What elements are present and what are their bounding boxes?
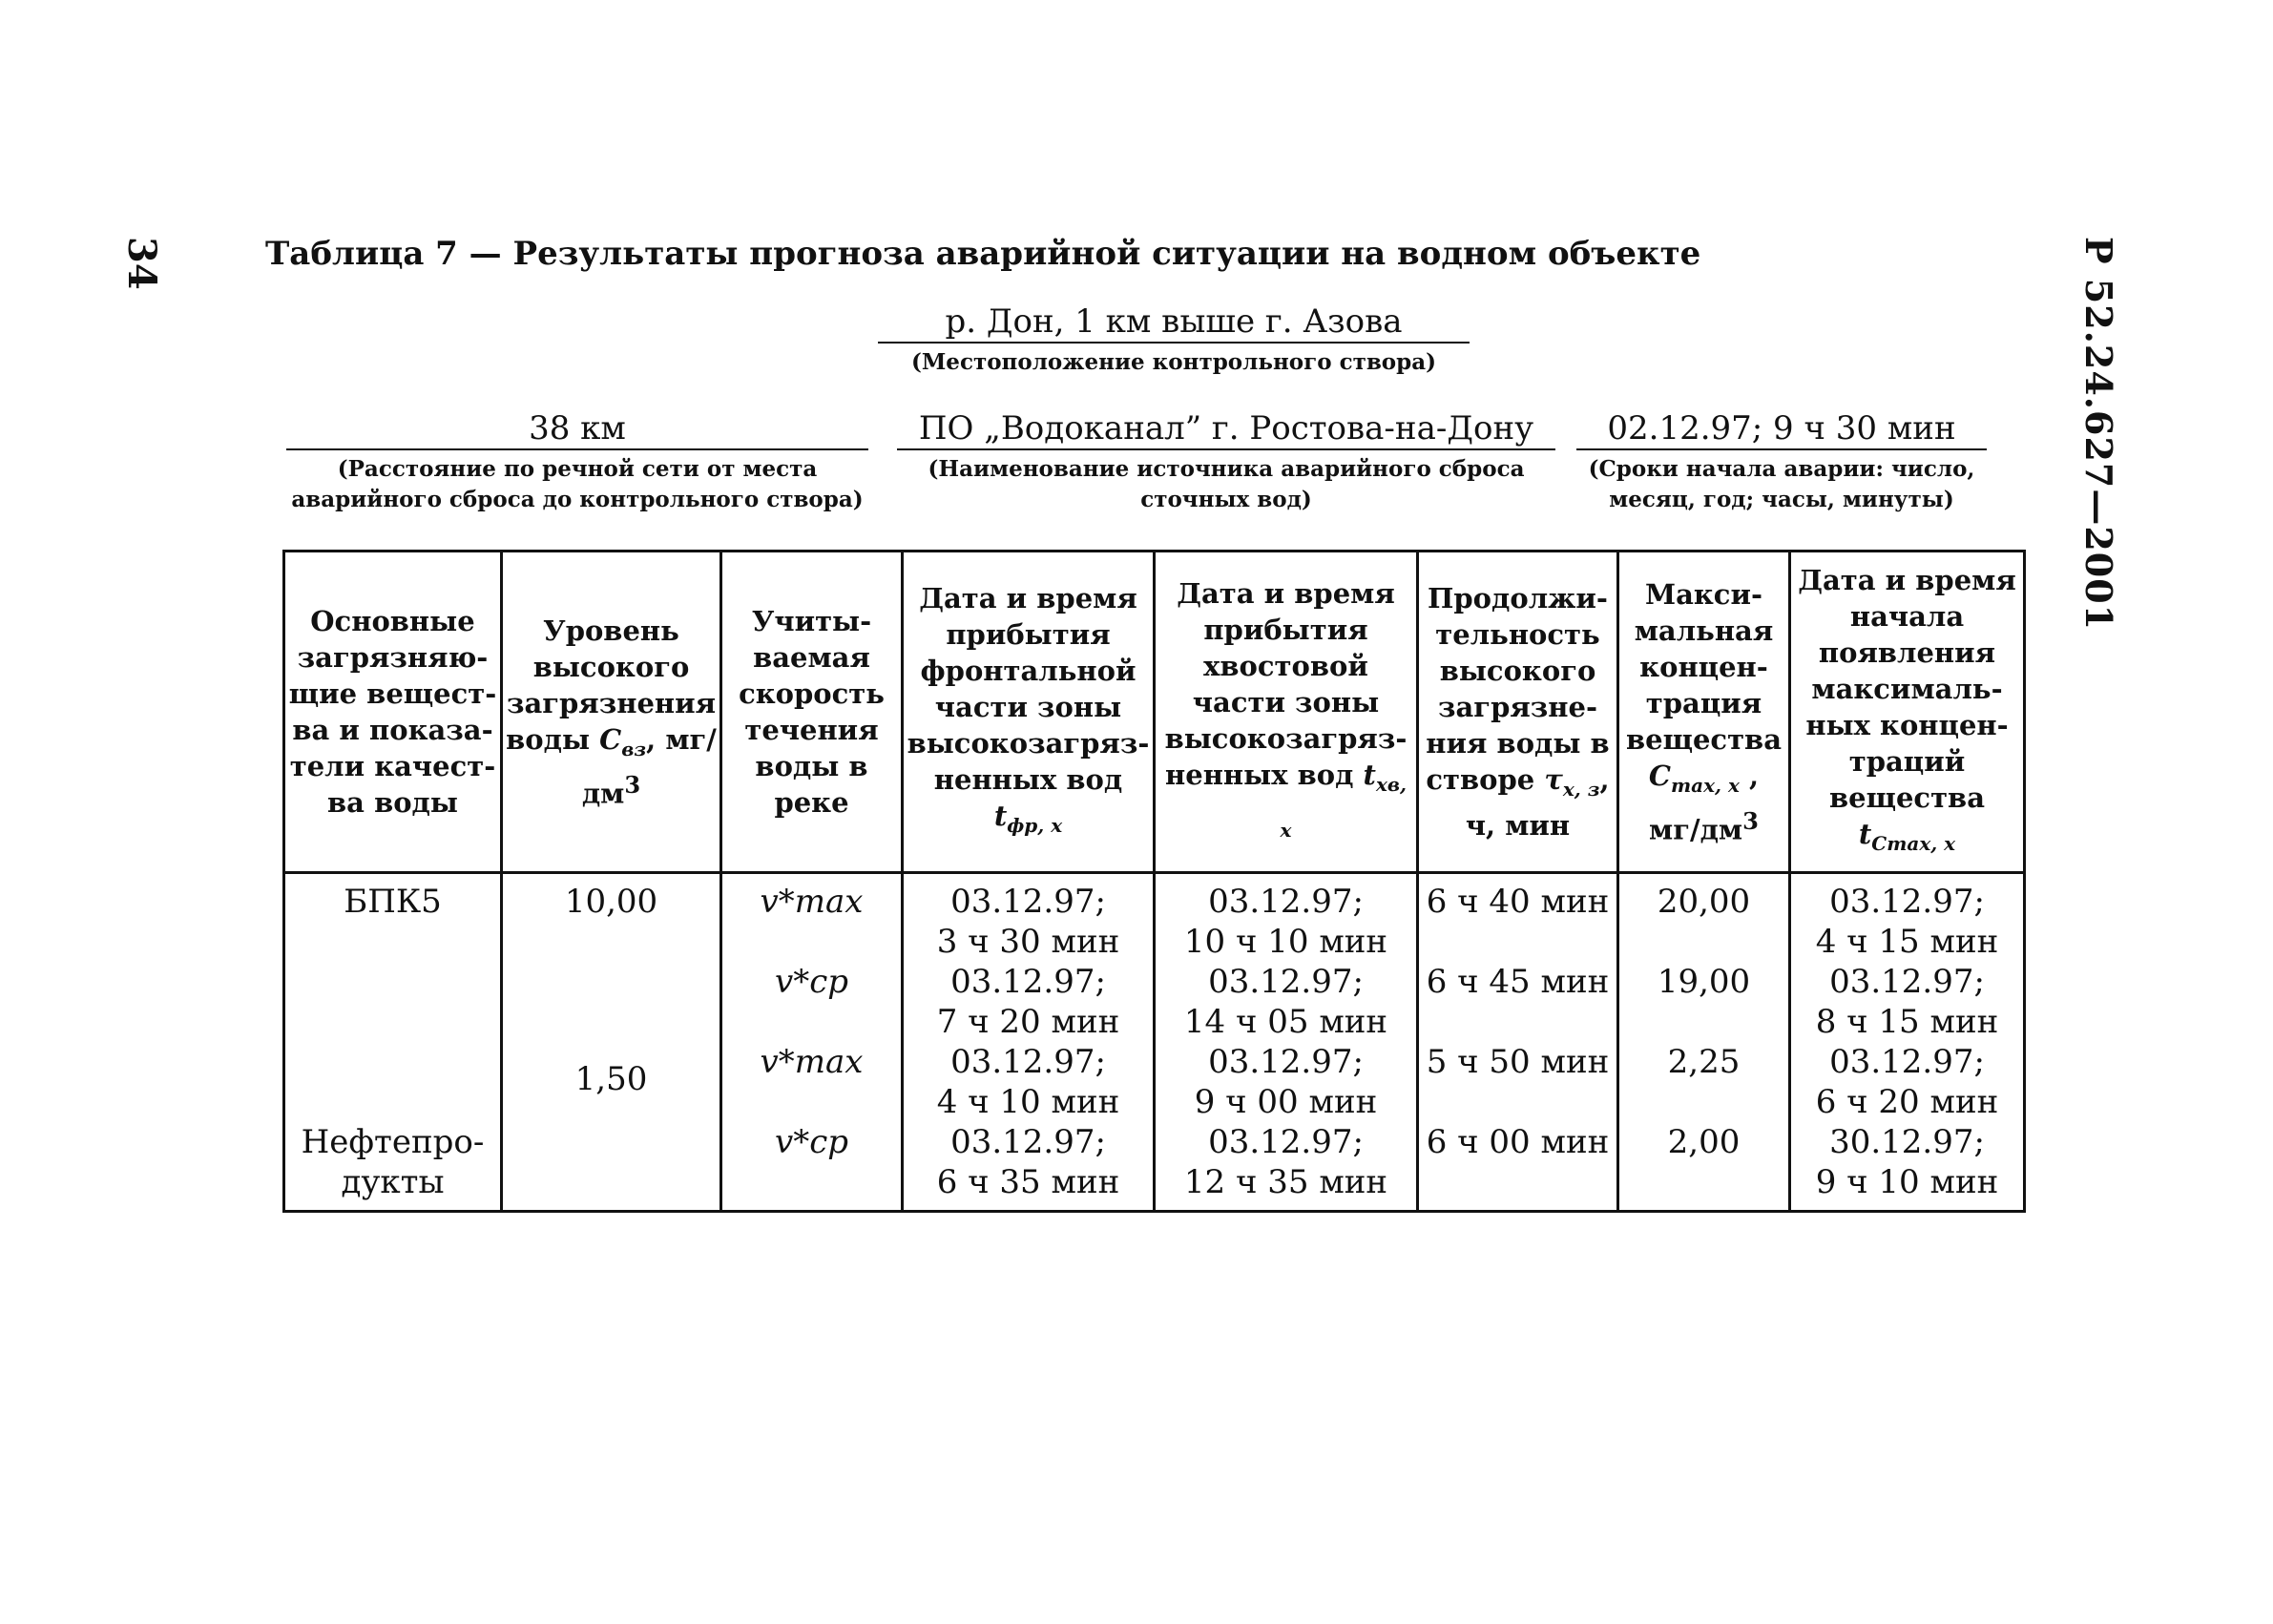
tail-date: 03.12.97; xyxy=(1208,963,1364,1001)
level-value: 10,00 xyxy=(564,883,658,921)
location-caption: (Местоположение контрольного створа) xyxy=(910,349,1437,375)
front-date: 03.12.97; xyxy=(950,1043,1106,1081)
front-time: 7 ч 20 мин xyxy=(936,1003,1120,1041)
speed-value: v*max xyxy=(760,1043,864,1081)
header-max-time: Дата и время начала появления максималь-ных концен-траций вещества $t_{Cmax, x}$ xyxy=(1790,552,2025,873)
document-code: Р 52.24.627—2001 xyxy=(2077,237,2120,632)
front-time: 3 ч 30 мин xyxy=(936,923,1120,961)
table-header-row xyxy=(284,552,2025,873)
duration-cell xyxy=(1418,873,1618,1212)
header-duration: Продолжи-тельность высокого загрязне-ния воды в створе $\tau_{x, з}$, ч, мин xyxy=(1418,552,1618,873)
front-date: 03.12.97; xyxy=(950,963,1106,1001)
header-max-concentration: Макси-мальная концен-трация вещества $C_{max, x}$ , $мг/дм^3$ xyxy=(1618,552,1790,873)
front-time: 6 ч 35 мин xyxy=(936,1163,1120,1201)
tail-time: 9 ч 00 мин xyxy=(1194,1083,1378,1121)
duration-value: 6 ч 00 мин xyxy=(1426,1123,1610,1161)
source-field xyxy=(897,408,1555,515)
distance-field xyxy=(286,408,868,515)
source-caption: (Наименование источника аварийного сброса сточных вод) xyxy=(928,456,1525,512)
speed-value: v*ср xyxy=(774,963,848,1001)
tail-time: 14 ч 05 мин xyxy=(1183,1003,1388,1041)
location-field xyxy=(840,302,1508,378)
front-date: 03.12.97; xyxy=(950,883,1106,921)
page-number: 34 xyxy=(119,237,164,290)
header-flow-speed: Учиты-ваемая скорость течения воды в реке xyxy=(721,552,903,873)
tail-date: 03.12.97; xyxy=(1208,1043,1364,1081)
start-time-caption: (Сроки начала аварии: число, месяц, год; часы, минуты) xyxy=(1588,456,1975,512)
tmax-cell xyxy=(1790,873,2025,1212)
level-value: 1,50 xyxy=(574,1060,648,1098)
source-value: ПО „Водоканал” г. Ростова-на-Дону xyxy=(897,408,1555,450)
header-tail-arrival: Дата и время прибытия хвостовой части зоны высокозагряз-ненных вод $t_{хв, x}$ xyxy=(1155,552,1418,873)
speed-cell xyxy=(721,873,903,1212)
cmax-value: 20,00 xyxy=(1657,883,1751,921)
tmax-date: 03.12.97; xyxy=(1829,963,1985,1001)
duration-value: 5 ч 50 мин xyxy=(1426,1043,1610,1081)
cmax-cell xyxy=(1618,873,1790,1212)
table-title: Таблица 7 — Результаты прогноза аварийной ситуации на водном объекте xyxy=(265,235,1701,273)
tail-date: 03.12.97; xyxy=(1208,883,1364,921)
front-time: 4 ч 10 мин xyxy=(936,1083,1120,1121)
speed-value: v*max xyxy=(760,883,864,921)
start-time-value: 02.12.97; 9 ч 30 мин xyxy=(1576,408,1987,450)
tail-cell xyxy=(1155,873,1418,1212)
duration-value: 6 ч 40 мин xyxy=(1426,883,1610,921)
duration-value: 6 ч 45 мин xyxy=(1426,963,1610,1001)
tmax-date: 30.12.97; xyxy=(1829,1123,1985,1161)
tail-time: 10 ч 10 мин xyxy=(1183,923,1388,961)
speed-value: v*ср xyxy=(774,1123,848,1161)
substance-name: Нефтепро-дукты xyxy=(301,1123,485,1201)
header-substances: Основные загрязняю-щие вещест-ва и показа-тели качест-ва воды xyxy=(284,552,502,873)
tmax-date: 03.12.97; xyxy=(1829,883,1985,921)
tail-date: 03.12.97; xyxy=(1208,1123,1364,1161)
level-cell xyxy=(502,873,721,1212)
distance-caption: (Расстояние по речной сети от места аварийного сброса до контрольного створа) xyxy=(291,456,864,512)
front-date: 03.12.97; xyxy=(950,1123,1106,1161)
start-time-field xyxy=(1576,408,1987,515)
tmax-time: 4 ч 15 мин xyxy=(1815,923,1999,961)
tail-time: 12 ч 35 мин xyxy=(1183,1163,1388,1201)
header-front-arrival: Дата и время прибытия фронтальной части зоны высокозагряз-ненных вод $t_{фр, x}$ xyxy=(903,552,1155,873)
tmax-time: 6 ч 20 мин xyxy=(1815,1083,1999,1121)
tmax-date: 03.12.97; xyxy=(1829,1043,1985,1081)
substance-name: БПК5 xyxy=(344,883,442,921)
cmax-value: 2,00 xyxy=(1667,1123,1741,1161)
header-pollution-level: Уровень высокого загрязнения воды $C_{вз}$, $мг/дм^3$ xyxy=(502,552,721,873)
location-value: р. Дон, 1 км выше г. Азова xyxy=(878,302,1470,344)
table-row xyxy=(284,873,2025,1212)
front-cell xyxy=(903,873,1155,1212)
results-table xyxy=(282,550,2026,1213)
tmax-time: 9 ч 10 мин xyxy=(1815,1163,1999,1201)
cmax-value: 2,25 xyxy=(1667,1043,1741,1081)
tmax-time: 8 ч 15 мин xyxy=(1815,1003,1999,1041)
substance-cell xyxy=(284,873,502,1212)
distance-value: 38 км xyxy=(286,408,868,450)
cmax-value: 19,00 xyxy=(1657,963,1751,1001)
